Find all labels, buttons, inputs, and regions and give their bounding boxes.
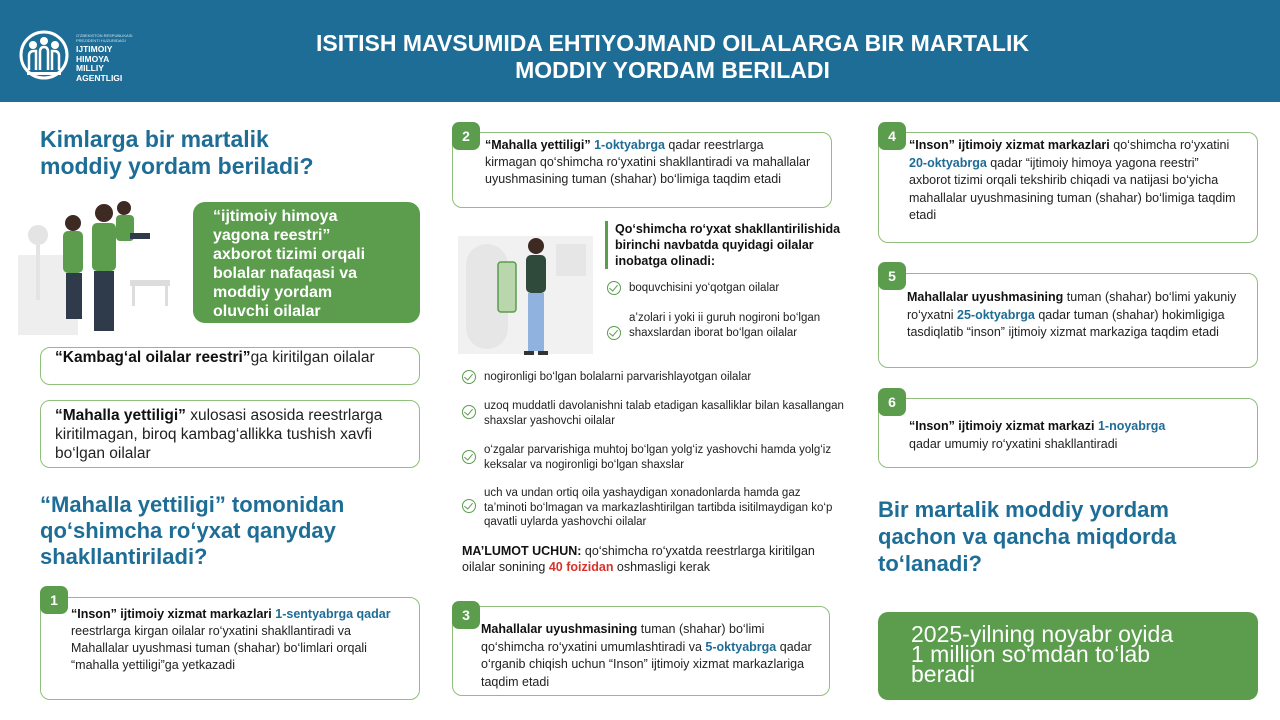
agency-name: IJTIMOIY HIMOYA MILLIY AGENTLIGI bbox=[76, 44, 123, 83]
step-2-number: 2 bbox=[452, 122, 480, 150]
family-illustration bbox=[18, 195, 196, 335]
agency-logo bbox=[18, 28, 138, 90]
step-2-card: “Mahalla yettiligi” 1-oktyabrga qadar reestrlarga kirmagan qo‘shimcha ro‘yxatini shakllantiradi va mahallalar uyushmasining tuman (shahar) bo‘limiga taqdim etadi bbox=[452, 132, 832, 208]
step-6-card: “Inson” ijtimoiy xizmat markazi 1-noyabrga qadar umumiy ro‘yxatini shakllantiradi bbox=[878, 398, 1258, 468]
eligibility-item-2: “Mahalla yettiligi” xulosasi asosida reestrlarga kiritilmagan, biroq kambag‘allikka tushish xavfi bo‘lgan oilalar bbox=[40, 400, 420, 468]
header-banner bbox=[0, 0, 1280, 102]
eligibility-bubble: “ijtimoiy himoya yagona reestri” axborot tizimi orqali bolalar nafaqasi va moddiy yordam oluvchi oilalar bbox=[193, 202, 420, 323]
how-heading: “Mahalla yettiligi” tomonidan qo‘shimcha ro‘yxat qanyday shakllantiriladi? bbox=[40, 492, 345, 569]
page-title: ISITISH MAVSUMIDA EHTIYOJMAND OILALARGA BIR MARTALIK MODDIY YORDAM BERILADI bbox=[316, 30, 1029, 83]
when-heading: Bir martalik moddiy yordam qachon va qancha miqdorda to‘lanadi? bbox=[878, 497, 1177, 576]
who-heading: Kimlarga bir martalik moddiy yordam beriladi? bbox=[40, 126, 314, 179]
eligibility-item-1: “Kambag‘al oilalar reestri”ga kiritilgan oilalar bbox=[40, 347, 420, 385]
check-circle-icon bbox=[607, 281, 621, 295]
worker-with-list-illustration bbox=[458, 222, 598, 362]
step-5-number: 5 bbox=[878, 262, 906, 290]
step-3-card: Mahallalar uyushmasining tuman (shahar) bo‘limi qo‘shimcha ro‘yxatini umumlashtiradi va 5-oktyabrga qadar o‘rganib chiqish uchun “Inson” ijtimoiy xizmat markazlariga taqdim etadi bbox=[452, 606, 830, 696]
step-5-card: Mahallalar uyushmasining tuman (shahar) bo‘limi yakuniy ro‘yxatni 25-oktyabrga qadar tuman (shahar) hokimligiga tasdiqlatib “inson” ijtimoiy xizmat markaziga taqdim etadi bbox=[878, 273, 1258, 368]
step-1-card: “Inson” ijtimoiy xizmat markazlari 1-sentyabrga qadar reestrlarga kirgan oilalar ro‘yxatini shakllantiradi va Mahallalar uyushmasi tuman (shahar) bo‘limlari orqali “mahalla yettiligi”ga yetkazadi bbox=[40, 597, 420, 700]
agency-subtitle: O'ZBEKISTON RESPUBLIKASI PREZIDENTI HUZURIDAGI bbox=[76, 33, 133, 43]
check-circle-icon bbox=[607, 326, 621, 340]
step-6-number: 6 bbox=[878, 388, 906, 416]
criteria-item: boquvchisini yo‘qotgan oilalar bbox=[629, 282, 780, 294]
check-circle-icon bbox=[462, 370, 476, 384]
check-circle-icon bbox=[462, 450, 476, 464]
criteria-item: nogironligi bo‘lgan bolalarni parvarishlayotgan oilalar bbox=[484, 371, 752, 383]
criteria-heading: Qo‘shimcha ro‘yxat shakllantirilishida birinchi navbatda quyidagi oilalar inobatga olinadi: bbox=[605, 221, 850, 269]
step-4-number: 4 bbox=[878, 122, 906, 150]
step-4-card: “Inson” ijtimoiy xizmat markazlari qo‘shimcha ro‘yxatini 20-oktyabrga qadar “ijtimoiy himoya yagona reestri” axborot tizimi orqali tekshirib chiqadi va natijasi bo‘yicha mahallalar uyushmasining tuman (shahar) bo‘limiga taqdim etadi bbox=[878, 132, 1258, 243]
criteria-item: a’zolari i yoki ii guruh nogironi bo‘lgan shaxslardan iborat bo‘lgan oilalar bbox=[629, 312, 821, 339]
check-circle-icon bbox=[462, 499, 476, 513]
check-circle-icon bbox=[462, 405, 476, 419]
step-1-number: 1 bbox=[40, 586, 68, 614]
payment-answer: 2025-yilning noyabr oyida 1 million so‘mdan to‘lab beradi bbox=[878, 612, 1258, 700]
criteria-item: o‘zgalar parvarishiga muhtoj bo‘lgan yolg‘iz yashovchi hamda yolg‘iz keksalar va nogironligi bo‘lgan shaxslar bbox=[484, 444, 832, 471]
step-3-number: 3 bbox=[452, 601, 480, 629]
criteria-item: uzoq muddatli davolanishni talab etadigan kasalliklar bilan kasallangan shaxslar yashovchi oilalar bbox=[484, 400, 844, 427]
info-note: MA’LUMOT UCHUN: qo‘shimcha ro‘yxatda reestrlarga kiritilgan oilalar sonining 40 foizidan oshmasligi kerak bbox=[462, 544, 815, 574]
agency-logo-icon bbox=[18, 28, 70, 82]
criteria-item: uch va undan ortiq oila yashaydigan xonadonlarda hamda gaz ta’minoti bo‘lmagan va markazlashtirilgan tartibda isitilmaydigan ko‘p qavatli uylarda yashovchi oilalar bbox=[484, 487, 833, 528]
